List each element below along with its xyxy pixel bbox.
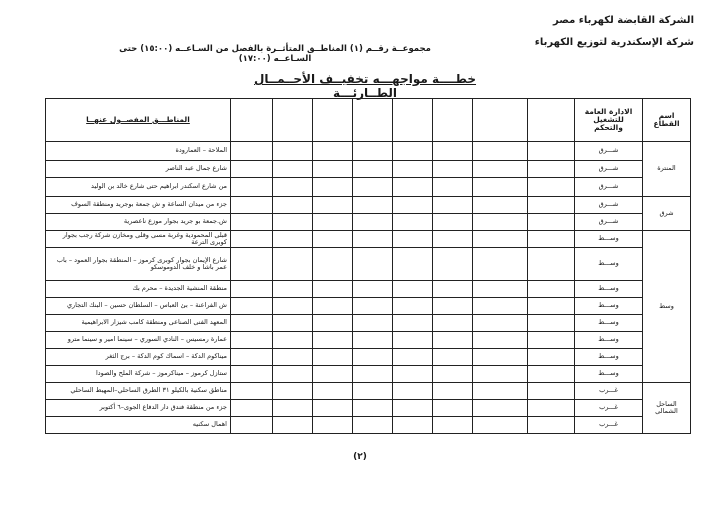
empty-cell [528,400,575,417]
empty-cell [393,383,433,400]
empty-cell [393,161,433,178]
empty-cell [231,178,273,197]
management-cell: وســـط [575,349,643,366]
sector-cell: وسط [643,231,691,383]
area-cell: ستازل كرموز – ميناكرموز – شركة الملح والصودا [46,366,231,383]
empty-cell [473,366,528,383]
empty-cell [313,197,353,214]
empty-cell [473,281,528,298]
empty-cell [433,383,473,400]
table-row [46,161,691,178]
area-cell: شارع جمال عبد الناصر [46,161,231,178]
empty-cell [353,178,393,197]
empty-cell [433,214,473,231]
page-number: (٢) [353,452,367,462]
empty-cell [313,400,353,417]
empty-cell [353,417,393,434]
table-header-row [46,99,691,142]
empty-cell [528,349,575,366]
empty-cell [528,142,575,161]
empty-cell [273,298,313,315]
empty-cell [473,231,528,248]
empty-cell [528,178,575,197]
empty-cell [393,178,433,197]
sector-cell: شرق [643,197,691,231]
empty-cell [393,332,433,349]
table-row [46,281,691,298]
empty-header-cell [473,99,528,142]
empty-cell [353,281,393,298]
company-name-distribution: شركة الإسكندرية لتوزيع الكهرباء [534,37,694,48]
empty-cell [393,231,433,248]
table-row [46,197,691,214]
empty-header-cell [393,99,433,142]
empty-cell [433,417,473,434]
empty-cell [273,142,313,161]
empty-cell [231,400,273,417]
empty-cell [433,248,473,281]
empty-cell [313,178,353,197]
table-row [46,214,691,231]
empty-cell [393,366,433,383]
group-description: مجموعــة رقــم (١) المناطــق المتأثــرة بالفصل من السـاعــه (١٥:٠٠) حتى السـاعــه (١٧:٠٠) [119,44,431,64]
management-cell: وســـط [575,231,643,248]
management-cell: شـــرق [575,197,643,214]
area-cell: قبلى المحمودية وغربة مسى وقلى ومخازن شركة رجب بجوار كوبرى الترعة [46,231,231,248]
empty-cell [528,315,575,332]
area-cell: مناطق سكنية بالكيلو ٣١ الطرق الساحلي–المهيط الساحلي [46,383,231,400]
empty-cell [353,332,393,349]
empty-header-cell [433,99,473,142]
empty-cell [473,248,528,281]
empty-cell [473,332,528,349]
table-row [46,332,691,349]
empty-cell [231,231,273,248]
management-cell: وســـط [575,366,643,383]
table-row [46,366,691,383]
management-cell: شـــرق [575,161,643,178]
empty-cell [528,248,575,281]
empty-cell [273,315,313,332]
empty-cell [273,349,313,366]
empty-cell [231,248,273,281]
empty-cell [393,214,433,231]
empty-cell [313,248,353,281]
empty-cell [393,315,433,332]
empty-cell [313,298,353,315]
table-row [46,231,691,248]
col-management-header: الادارة العامة للتشغيل والتحكم [575,99,643,142]
empty-cell [353,349,393,366]
empty-cell [473,349,528,366]
empty-cell [313,231,353,248]
empty-cell [231,332,273,349]
page-title: خطــــة مواجهـــه تخفيــف الأحــمــال الطــارئـــة [253,72,477,100]
empty-cell [433,178,473,197]
management-cell: شـــرق [575,214,643,231]
empty-cell [313,417,353,434]
empty-header-cell [313,99,353,142]
empty-cell [528,298,575,315]
management-cell: غـــرب [575,400,643,417]
management-cell: غـــرب [575,417,643,434]
management-cell: شـــرق [575,178,643,197]
empty-cell [273,332,313,349]
empty-cell [433,400,473,417]
table-row [46,178,691,197]
empty-cell [313,281,353,298]
empty-header-cell [231,99,273,142]
empty-cell [273,281,313,298]
empty-cell [393,248,433,281]
empty-cell [473,214,528,231]
company-header [535,10,694,54]
empty-cell [353,315,393,332]
empty-cell [353,142,393,161]
empty-cell [231,214,273,231]
empty-cell [313,383,353,400]
empty-cell [353,298,393,315]
empty-cell [393,197,433,214]
load-shedding-table [45,98,691,434]
sector-cell: المنترة [643,142,691,197]
col-areas-header: المناطـــق المفصــول عنهــا [46,99,231,142]
empty-cell [473,178,528,197]
empty-cell [231,417,273,434]
empty-cell [528,161,575,178]
empty-cell [433,281,473,298]
empty-cell [231,366,273,383]
empty-cell [473,142,528,161]
empty-header-cell [528,99,575,142]
empty-cell [353,214,393,231]
area-cell: عمارة رمسيس – النادي السوري – سينما امير و سينما مترو [46,332,231,349]
table-row [46,400,691,417]
empty-cell [473,383,528,400]
empty-cell [231,298,273,315]
area-cell: ش الفراعنة – بئ العباس – السلطان حسين – البنك التجاري [46,298,231,315]
table-row [46,298,691,315]
empty-cell [393,281,433,298]
empty-cell [433,161,473,178]
empty-cell [273,248,313,281]
empty-cell [393,142,433,161]
management-cell: وســـط [575,281,643,298]
empty-cell [473,298,528,315]
management-cell: وســـط [575,332,643,349]
empty-cell [353,400,393,417]
sector-cell: الساحل الشمالى [643,383,691,434]
empty-cell [353,161,393,178]
empty-cell [231,349,273,366]
empty-cell [473,417,528,434]
table-row [46,349,691,366]
empty-cell [231,142,273,161]
empty-cell [528,231,575,248]
empty-cell [393,298,433,315]
empty-cell [273,197,313,214]
empty-cell [433,349,473,366]
empty-cell [273,400,313,417]
empty-header-cell [353,99,393,142]
empty-cell [353,231,393,248]
empty-cell [313,142,353,161]
management-cell: شـــرق [575,142,643,161]
table-row [46,142,691,161]
empty-cell [313,315,353,332]
area-cell: جزء من منطقة فندق دار الدفاع الجوى–٦ أكتوبر [46,400,231,417]
empty-header-cell [273,99,313,142]
empty-cell [433,315,473,332]
empty-cell [313,366,353,383]
empty-cell [528,281,575,298]
empty-cell [273,366,313,383]
empty-cell [393,349,433,366]
empty-cell [433,231,473,248]
table-row [46,248,691,281]
empty-cell [473,197,528,214]
empty-cell [433,197,473,214]
empty-cell [528,383,575,400]
table-body [46,142,691,434]
empty-cell [313,332,353,349]
empty-cell [231,197,273,214]
empty-cell [528,214,575,231]
table-row [46,315,691,332]
management-cell: وســـط [575,315,643,332]
empty-cell [528,417,575,434]
area-cell: منطقة المنشية الجديدة – محرم بك [46,281,231,298]
area-cell: اهمال سكنيه [46,417,231,434]
empty-cell [393,417,433,434]
area-cell: شارع الإيمان بجوار كوبرى كرموز – المنطقة بجوار العمود – باب عمر باشا و خلف الدوموسكو [46,248,231,281]
empty-cell [353,197,393,214]
empty-cell [353,383,393,400]
empty-cell [433,332,473,349]
empty-cell [473,315,528,332]
empty-cell [393,400,433,417]
area-cell: من شارع اسكندر ابراهيم حتى شارع خالد بن الوليد [46,178,231,197]
empty-cell [231,383,273,400]
empty-cell [273,214,313,231]
empty-cell [528,332,575,349]
empty-cell [273,178,313,197]
area-cell: جزء من ميدان الساعة و ش جمعة بوجريد ومنطقة السوف [46,197,231,214]
empty-cell [273,161,313,178]
empty-cell [433,142,473,161]
empty-cell [231,281,273,298]
area-cell: المعهد الفنى الصناعى ومنطقة كامب شيزار الابراهيمية [46,315,231,332]
empty-cell [528,366,575,383]
empty-cell [273,231,313,248]
empty-cell [313,349,353,366]
empty-cell [473,400,528,417]
empty-cell [231,315,273,332]
table-row [46,417,691,434]
col-sector-header: اسم القطاع [643,99,691,142]
company-name-holding: الشركة القابضة لكهرباء مصر [553,15,694,26]
empty-cell [528,197,575,214]
empty-cell [353,248,393,281]
empty-cell [313,214,353,231]
empty-cell [313,161,353,178]
management-cell: وســـط [575,298,643,315]
empty-cell [473,161,528,178]
table-row [46,383,691,400]
empty-cell [433,298,473,315]
empty-cell [433,366,473,383]
management-cell: غـــرب [575,383,643,400]
management-cell: وســـط [575,248,643,281]
area-cell: الملاحة – العمارودة [46,142,231,161]
area-cell: ش.جمعة بو جريد بجوار موزع ناعصرية [46,214,231,231]
empty-cell [231,161,273,178]
empty-cell [273,417,313,434]
empty-cell [273,383,313,400]
area-cell: ميناكوم الدكة – اسماك كوم الدكة – برج الثغر [46,349,231,366]
empty-cell [353,366,393,383]
